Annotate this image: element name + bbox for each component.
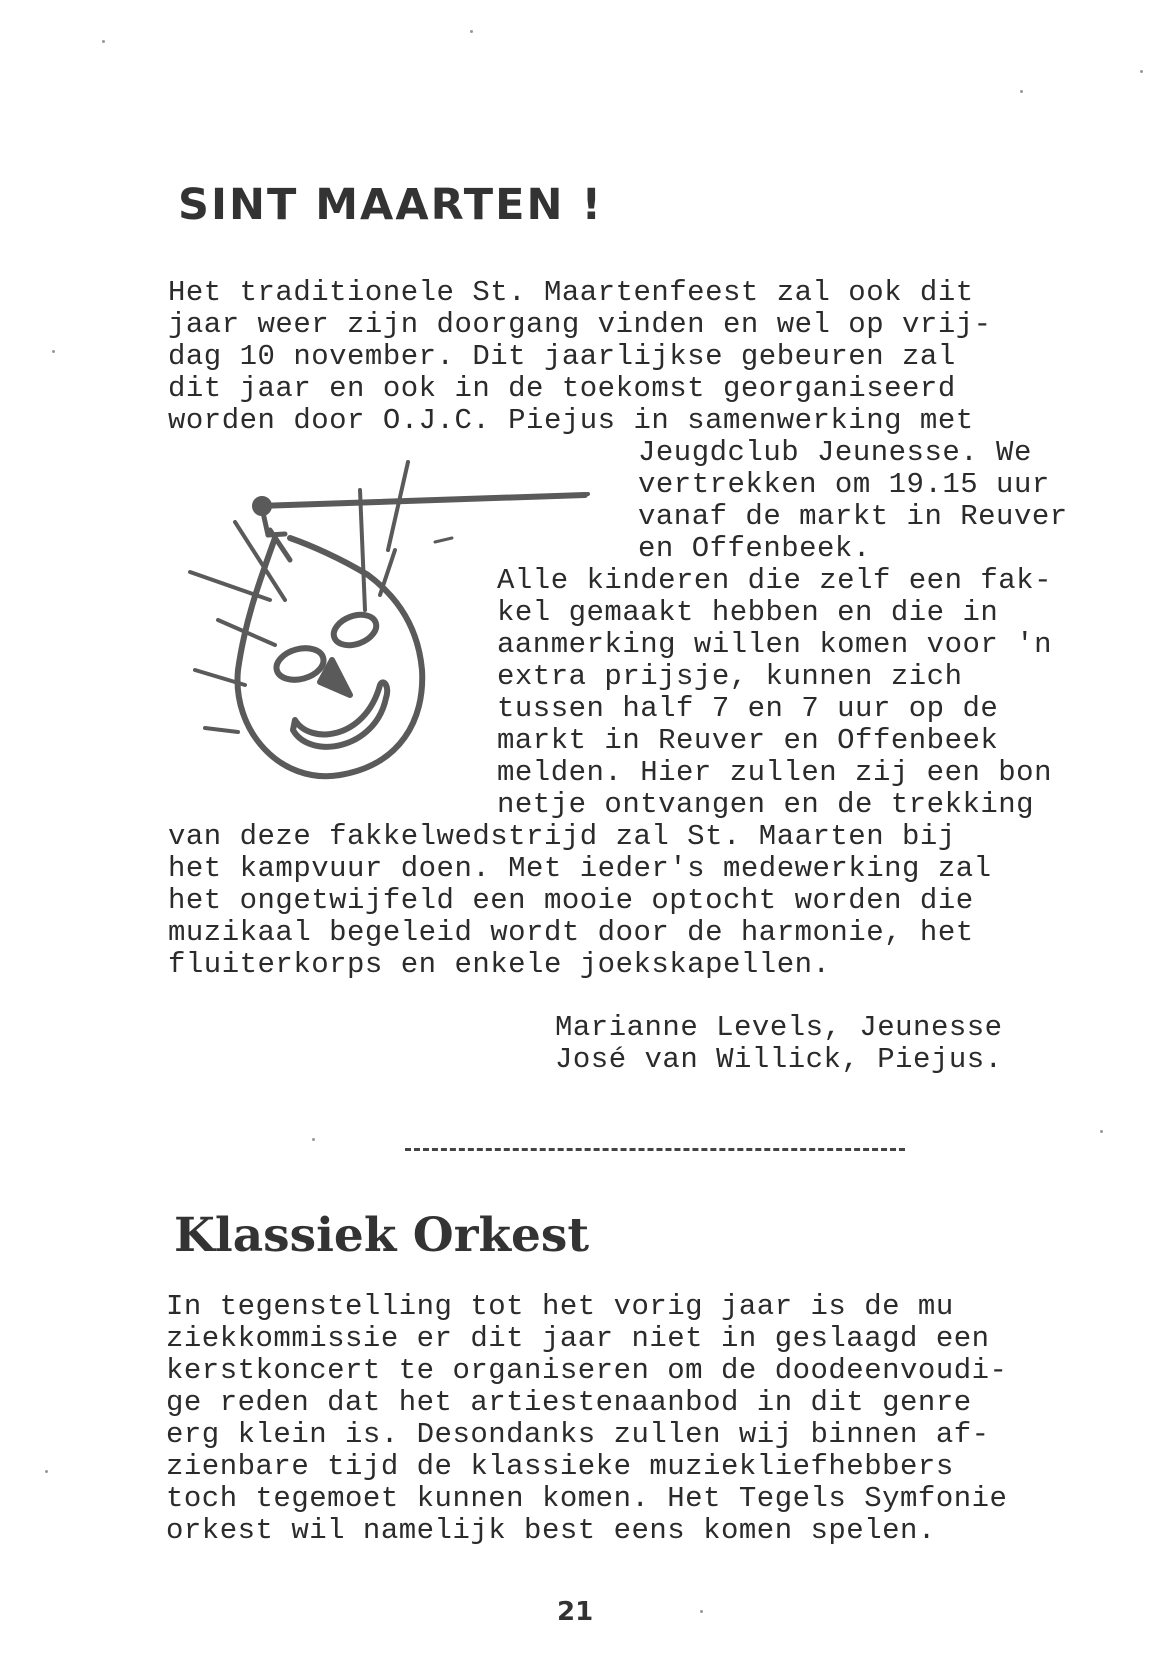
article1-line-20: het ongetwijfeld een mooie optocht worden die	[168, 884, 974, 917]
article1-line-5: worden door O.J.C. Piejus in samenwerking met	[168, 404, 974, 437]
article2-line-5: erg klein is. Desondanks zullen wij binnen af-	[166, 1418, 990, 1451]
article1-line-2: jaar weer zijn doorgang vinden en wel op vrij-	[168, 308, 992, 341]
string-line	[388, 462, 408, 550]
article1-line-1: Het traditionele St. Maartenfeest zal ook dit	[168, 276, 974, 309]
lantern-body	[237, 538, 422, 776]
torch-stick	[258, 495, 585, 506]
article1-line-19: het kampvuur doen. Met ieder's medewerking zal	[168, 852, 992, 885]
article2-line-4: ge reden dat het artiestenaanbod in dit genre	[166, 1386, 972, 1419]
article2-line-2: ziekkommissie er dit jaar niet in geslaagd een	[166, 1322, 990, 1355]
article1-line-16: melden. Hier zullen zij een bon	[497, 756, 1052, 789]
article2-line-8: orkest wil namelijk best eens komen spelen.	[166, 1514, 936, 1547]
signature-line-1: Marianne Levels, Jeunesse	[555, 1011, 1003, 1044]
article1-line-8: vanaf de markt in Reuver	[638, 500, 1068, 533]
article1-line-7: vertrekken om 19.15 uur	[638, 468, 1050, 501]
article1-line-17: netje ontvangen en de trekking	[497, 788, 1035, 821]
section-divider	[405, 1148, 905, 1151]
scan-speck	[470, 30, 473, 33]
article-title-klassiek-orkest: Klassiek Orkest	[174, 1208, 590, 1263]
article1-line-9: en Offenbeek.	[638, 532, 871, 565]
scan-speck	[45, 1470, 48, 1473]
article-title-sint-maarten: SINT MAARTEN !	[178, 180, 604, 230]
page-number: 21	[557, 1597, 594, 1627]
article1-line-18: van deze fakkelwedstrijd zal St. Maarten bij	[168, 820, 956, 853]
article1-line-11: kel gemaakt hebben en die in	[497, 596, 999, 629]
scan-speck	[52, 350, 55, 353]
scan-speck	[700, 1610, 703, 1613]
article2-line-7: toch tegemoet kunnen komen. Het Tegels Symfonie	[166, 1482, 1008, 1515]
article1-line-4: dit jaar en ook in de toekomst georganiseerd	[168, 372, 956, 405]
article1-line-14: tussen half 7 en 7 uur op de	[497, 692, 999, 725]
scan-speck	[1140, 70, 1143, 73]
article1-line-3: dag 10 november. Dit jaarlijkse gebeuren zal	[168, 340, 956, 373]
scan-speck	[102, 40, 105, 43]
signature-line-2: José van Willick, Piejus.	[555, 1043, 1003, 1076]
article2-line-6: zienbare tijd de klassieke muziekliefhebbers	[166, 1450, 954, 1483]
article1-line-22: fluiterkorps en enkele joekskapellen.	[168, 948, 831, 981]
article2-line-3: kerstkoncert te organiseren om de doodeenvoudi-	[166, 1354, 1008, 1387]
article1-line-15: markt in Reuver en Offenbeek	[497, 724, 999, 757]
article1-line-6: Jeugdclub Jeunesse. We	[638, 436, 1032, 469]
article2-line-1: In tegenstelling tot het vorig jaar is de mu	[166, 1290, 954, 1323]
article1-line-12: aanmerking willen komen voor 'n	[497, 628, 1052, 661]
article1-line-13: extra prijsje, kunnen zich	[497, 660, 963, 693]
scan-speck	[1020, 90, 1023, 93]
scan-speck	[312, 1138, 315, 1141]
lantern-drawing-icon	[190, 450, 610, 810]
article1-line-10: Alle kinderen die zelf een fak-	[497, 564, 1052, 597]
scan-speck	[1100, 1130, 1103, 1133]
article1-line-21: muzikaal begeleid wordt door de harmonie, het	[168, 916, 974, 949]
